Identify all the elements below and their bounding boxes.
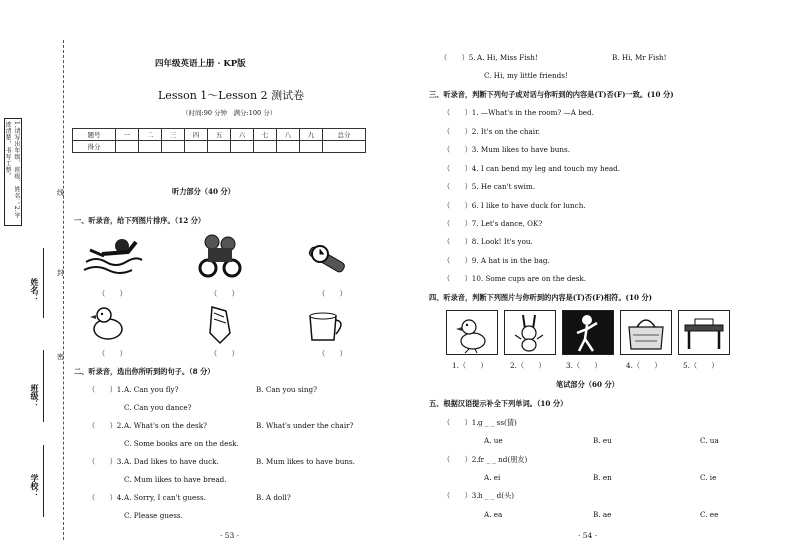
score-cell: 二 [138,129,161,141]
s3-item-3[interactable]: （ ）3. Mum likes to have buns. [443,145,571,154]
score-input-cell[interactable] [230,141,253,153]
s5-q2-b: B. en [593,473,612,482]
score-cell: 题号 [73,129,116,141]
s5-q2-a: A. ei [484,473,501,482]
s4-picture-5 [678,310,730,355]
section2-heading: 二、听录音，选出你所听到的句子。（8 分） [74,367,215,376]
cut-mark-mi: 密 [57,353,64,361]
s3-item-7[interactable]: （ ）7. Let's dance, OK? [443,219,543,228]
score-table-header [73,129,366,141]
s4-label-2[interactable]: 2.（ ） [510,361,546,370]
name-line [43,248,44,318]
class-label: 班级： [30,384,40,408]
s2-q3-c: C. Mum likes to have bread. [124,475,227,484]
s4-label-1[interactable]: 1.（ ） [452,361,488,370]
s1-blank-3[interactable]: （ ） [318,289,347,298]
s5-q1-num[interactable]: （ ）1. [443,418,479,427]
s4-label-5[interactable]: 5.（ ） [683,361,719,370]
s5-q1-b: B. eu [593,436,612,445]
score-row-label: 得分 [73,141,116,153]
s5-q3-c: C. ee [700,510,719,519]
school-label: 学校： [30,474,40,498]
cut-mark-xian: 线 [57,189,64,197]
s2-q4-b: B. A doll? [256,493,291,502]
s1-blank-5[interactable]: （ ） [210,349,239,358]
score-input-cell[interactable] [322,141,365,153]
q5-num[interactable]: （ ）5. [440,53,476,62]
page-number-right: · 54 · [578,531,598,540]
series-title: 四年级英语上册 · KP版 [155,59,246,69]
section3-heading: 三、听录音，判断下列句子或对话与你听到的内容是(T)否(F)一致。(10 分) [429,90,674,99]
score-cell: 五 [207,129,230,141]
s3-item-6[interactable]: （ ）6. I like to have duck for lunch. [443,201,586,210]
score-cell: 总分 [322,129,365,141]
score-input-cell[interactable] [184,141,207,153]
s3-item-9[interactable]: （ ）9. A hat is in the bag. [443,256,550,265]
s2-q1-b: B. Can you sing? [256,385,317,394]
score-input-cell[interactable] [276,141,299,153]
s4-label-4[interactable]: 4.（ ） [626,361,662,370]
desk-icon [679,311,729,354]
score-cell: 一 [115,129,138,141]
s5-q1-a: A. ue [484,436,503,445]
s1-blank-2[interactable]: （ ） [210,289,239,298]
s5-q3-b: B. ae [593,510,612,519]
score-input-cell[interactable] [161,141,184,153]
listening-heading: 听力部分（40 分） [172,187,235,196]
written-heading: 笔试部分（60 分） [556,380,619,389]
notice-box: 1.请写出年级、班级、姓名；2.字迹清楚，书写工整。 [4,118,22,226]
s2-q4-num[interactable]: （ ）4. [88,493,124,502]
score-cell: 六 [230,129,253,141]
score-cell: 四 [184,129,207,141]
test-info: （时间:90 分钟 满分:100 分） [182,109,277,117]
score-input-cell[interactable] [207,141,230,153]
bikers-picture [196,232,244,278]
class-line [43,350,44,422]
score-cell: 八 [276,129,299,141]
duck-icon [447,311,497,354]
score-cell: 七 [253,129,276,141]
s3-item-8[interactable]: （ ）8. Look! It's you. [443,237,533,246]
s5-q3-word: h _ _ d(头) [478,491,515,500]
duck-picture [86,305,130,343]
s3-item-2[interactable]: （ ）2. It's on the chair. [443,127,541,136]
s2-q4-c: C. Please guess. [124,511,183,520]
s2-q4-a: A. Sorry, I can't guess. [124,493,206,502]
s5-q3-num[interactable]: （ ）3. [443,491,479,500]
score-table-row [73,141,366,153]
hand-picture [202,303,238,345]
s5-q2-num[interactable]: （ ）2. [443,455,479,464]
s3-item-4[interactable]: （ ）4. I can bend my leg and touch my head. [443,164,621,173]
s2-q1-num[interactable]: （ ）1. [88,385,124,394]
s1-blank-4[interactable]: （ ） [98,349,127,358]
cut-mark-feng: 封 [57,269,64,277]
s2-q1-a: A. Can you fly? [124,385,179,394]
s2-q2-b: B. What's under the chair? [256,421,354,430]
s3-item-10[interactable]: （ ）10. Some cups are on the desk. [443,274,587,283]
s4-picture-4 [620,310,672,355]
s2-q2-c: C. Some books are on the desk. [124,439,239,448]
score-input-cell[interactable] [115,141,138,153]
s3-item-5[interactable]: （ ）5. He can't swim. [443,182,536,191]
score-input-cell[interactable] [253,141,276,153]
q5-c: C. Hi, my little friends! [484,71,568,80]
s4-picture-3 [562,310,614,355]
s5-q2-c: C. ie [700,473,717,482]
rabbit-icon [505,311,555,354]
s5-q3-a: A. ea [484,510,503,519]
s1-blank-1[interactable]: （ ） [98,289,127,298]
s4-picture-1 [446,310,498,355]
q5-a: A. Hi, Miss Fish! [477,53,538,62]
score-table [72,128,366,153]
cup-picture [304,310,348,344]
section1-heading: 一、听录音，给下列图片排序。（12 分） [74,216,206,225]
s2-q3-a: A. Dad likes to have duck. [124,457,219,466]
s3-item-1[interactable]: （ ）1. —What's in the room? —A bed. [443,108,594,117]
s2-q3-num[interactable]: （ ）3. [88,457,124,466]
bag-icon [621,311,671,354]
s4-label-3[interactable]: 3.（ ） [566,361,602,370]
watch-picture [302,240,350,278]
s2-q2-num[interactable]: （ ）2. [88,421,124,430]
s2-q1-c: C. Can you dance? [124,403,192,412]
score-input-cell[interactable] [299,141,322,153]
score-cell: 九 [299,129,322,141]
s2-q3-b: B. Mum likes to have buns. [256,457,355,466]
s4-picture-2 [504,310,556,355]
section5-heading: 五、根据汉语提示补全下列单词。（10 分） [429,399,568,408]
section4-heading: 四、听录音，判断下列图片与你听到的内容是(T)否(F)相符。(10 分) [429,293,653,302]
s1-blank-6[interactable]: （ ） [318,349,347,358]
s5-q2-word: fr _ _ nd(朋友) [478,455,528,464]
s5-q1-word: g _ _ ss(猜) [478,418,517,427]
dancer-icon [563,311,613,354]
score-cell: 三 [161,129,184,141]
name-label: 姓名： [30,278,40,302]
swimmer-picture [82,232,144,278]
s5-q1-c: C. ua [700,436,719,445]
s2-q2-a: A. What's on the desk? [124,421,207,430]
test-title: Lesson 1～Lesson 2 测试卷 [158,89,305,102]
binding-dashed-line [63,40,64,540]
q5-b: B. Hi, Mr Fish! [612,53,667,62]
school-line [43,445,44,517]
page-number-left: · 53 · [220,531,240,540]
score-input-cell[interactable] [138,141,161,153]
